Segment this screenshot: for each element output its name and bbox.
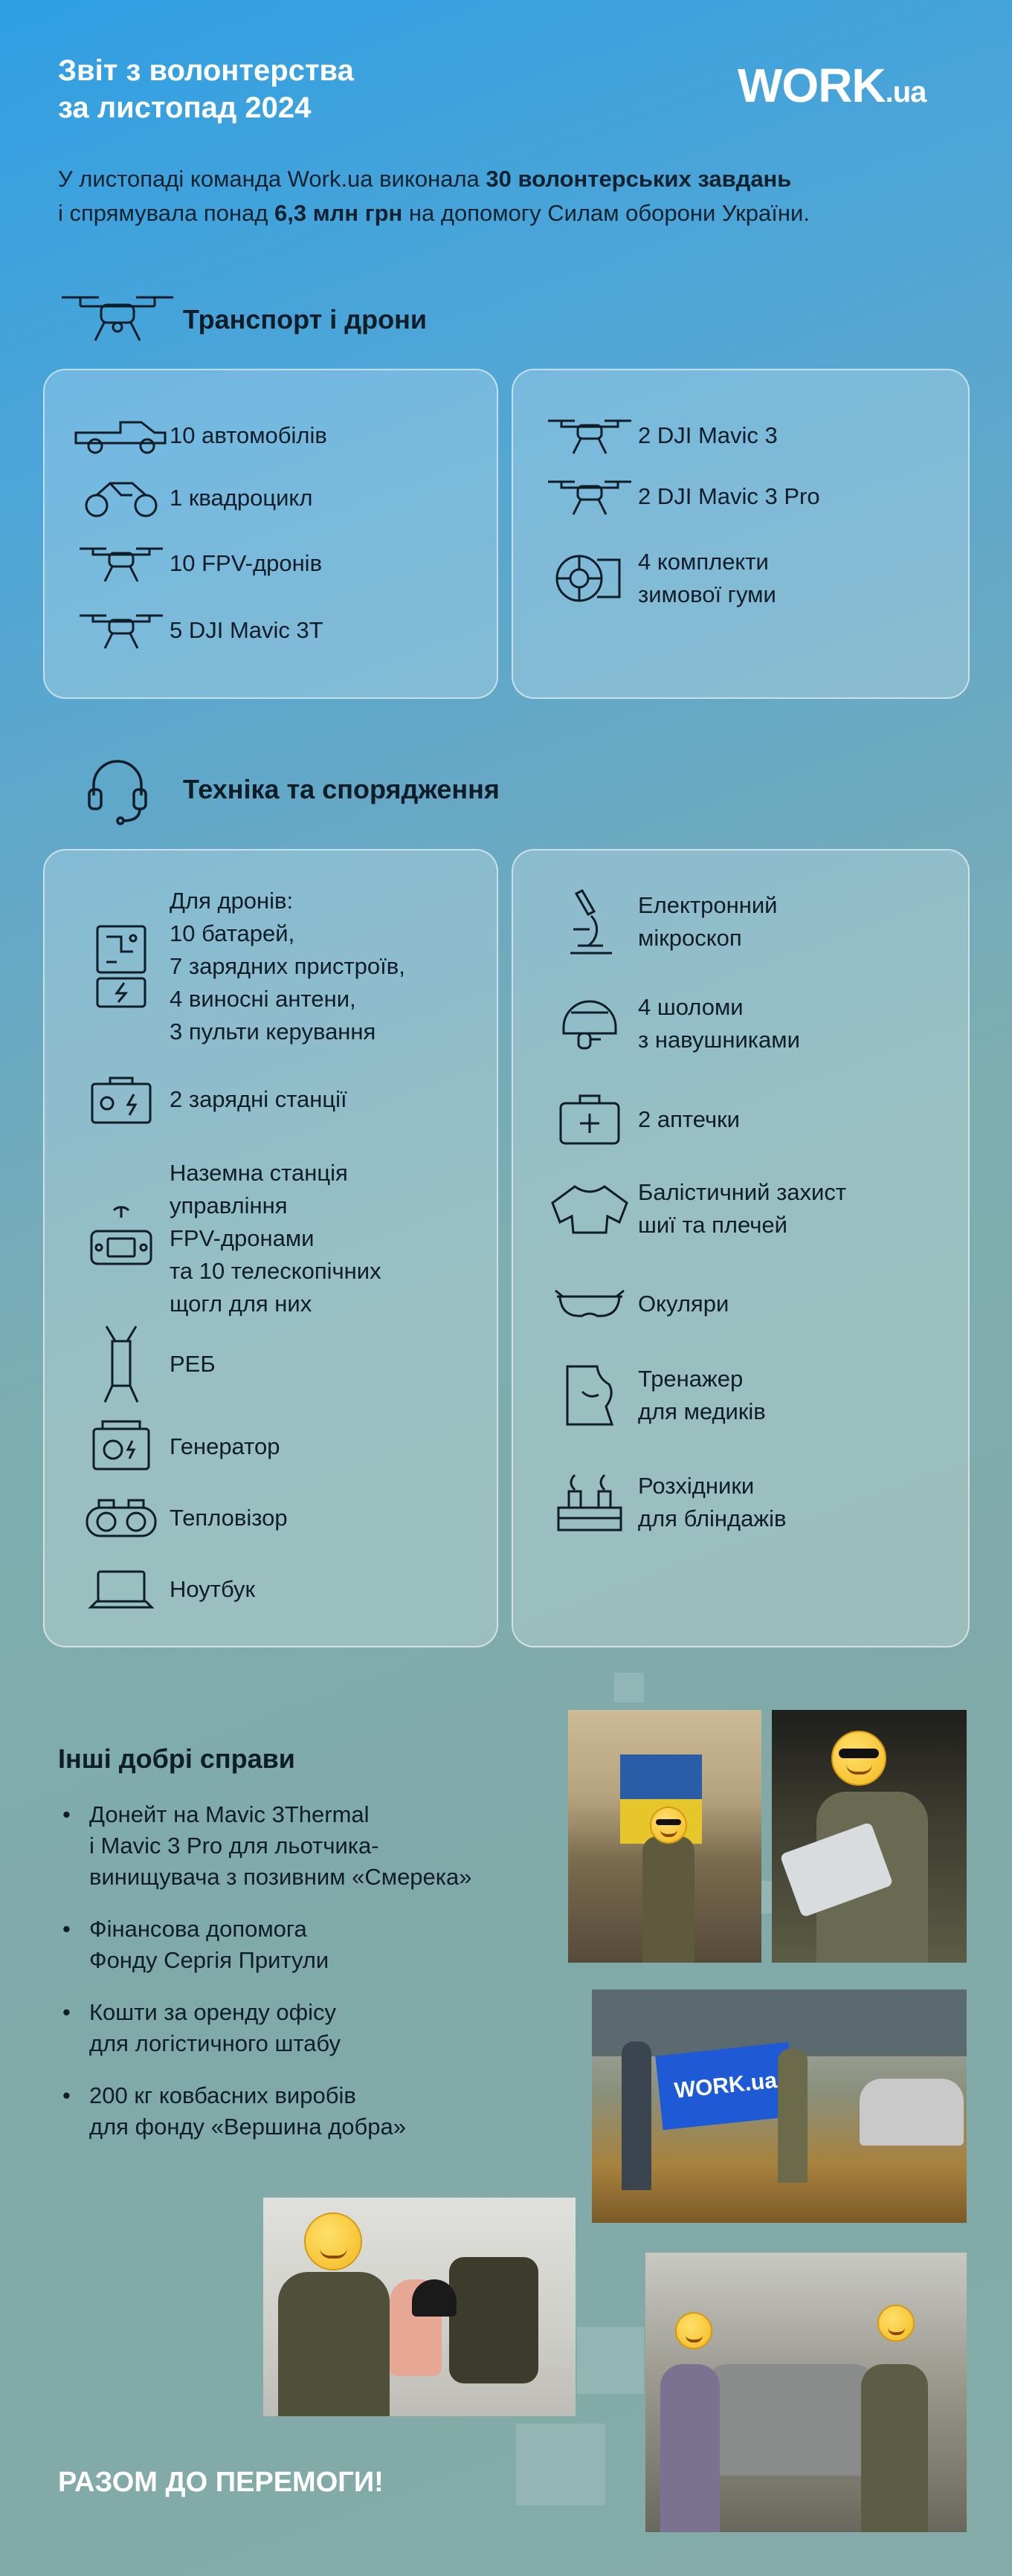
face-emoji — [675, 2312, 712, 2349]
photo-laptop — [772, 1710, 967, 1963]
person-figure — [622, 2041, 651, 2190]
goggles-icon — [541, 1282, 638, 1326]
decor-square — [614, 1673, 644, 1702]
item-label: 2 DJI Mavic 3 Pro — [638, 483, 820, 509]
other-deeds-title: Інші добрі справи — [58, 1743, 295, 1774]
headset-icon — [58, 752, 177, 827]
sunglasses — [839, 1749, 878, 1758]
first-aid-kit-icon — [541, 1091, 638, 1148]
list-item: • Фінансова допомога Фонду Сергія Притули — [58, 1914, 564, 1976]
helmet-icon — [541, 990, 638, 1057]
list-item — [73, 1323, 216, 1405]
banner-text: WORK.ua — [673, 2067, 779, 2104]
item-label: 4 шоломи з навушниками — [638, 994, 800, 1053]
photo-banner — [592, 1989, 967, 2223]
other-deeds-list — [58, 1799, 564, 2163]
work-ua-banner — [655, 2042, 796, 2130]
intro-bold-1: 30 волонтерських завдань — [486, 166, 792, 192]
face-emoji — [650, 1807, 687, 1844]
work-ua-logo — [738, 58, 926, 113]
title-line-2: за листопад 2024 — [58, 91, 312, 124]
list-item — [73, 476, 312, 520]
ground-station-icon — [73, 1201, 170, 1276]
soldier-figure — [642, 1836, 694, 1963]
list-item — [541, 1469, 786, 1536]
intro-bold-2: 6,3 млн грн — [274, 200, 403, 226]
list-item — [73, 1567, 255, 1612]
sunglasses — [656, 1819, 682, 1825]
antenna-icon — [73, 1323, 170, 1405]
intro-part-3: на допомогу Силам оборони України. — [402, 200, 810, 226]
item-label: Ноутбук — [170, 1576, 256, 1602]
list-item — [541, 990, 800, 1057]
atv-icon — [73, 476, 170, 520]
decor-square — [516, 2424, 605, 2505]
item-label: 5 DJI Mavic 3T — [170, 617, 323, 643]
drone-icon — [541, 415, 638, 456]
item-label: 2 аптечки — [638, 1106, 740, 1132]
laptop-icon — [73, 1567, 170, 1612]
medical-mannequin-icon — [541, 1362, 638, 1429]
item-label: Генератор — [170, 1433, 280, 1459]
item-label: 10 автомобілів — [170, 422, 327, 448]
list-item — [541, 1091, 740, 1148]
drone-icon — [73, 610, 170, 651]
photo-office-flag — [568, 1710, 761, 1963]
face-emoji — [831, 1731, 886, 1786]
list-item: • Кошти за оренду офісу для логістичного штабу — [58, 1997, 564, 2059]
body-armor — [449, 2257, 538, 2383]
generator-icon — [73, 1418, 170, 1475]
list-item — [73, 1497, 288, 1539]
list-item — [73, 415, 327, 456]
microscope-icon — [541, 885, 638, 959]
item-label: 1 квадроцикл — [170, 485, 313, 511]
trench-candle-icon — [541, 1469, 638, 1536]
section-transport-title: Транспорт і дрони — [183, 304, 427, 335]
page-title — [58, 52, 519, 126]
intro-text — [58, 162, 965, 230]
list-item — [541, 1176, 846, 1242]
item-label: Наземна станція управління FPV-дронами та 10 телескопічних щогл для них — [170, 1160, 381, 1317]
section-transport-header — [58, 290, 427, 349]
soldier-figure — [278, 2272, 390, 2416]
item-label: Для дронів: 10 батарей, 7 зарядних пристроїв, 4 виносні антени, 3 пульти керування — [170, 888, 405, 1045]
face-emoji — [877, 2305, 915, 2342]
item-label: 2 DJI Mavic 3 — [638, 422, 778, 448]
drone-icon — [541, 476, 638, 517]
person-figure — [660, 2364, 720, 2532]
suv — [705, 2364, 876, 2476]
logo-main: WORK — [738, 59, 886, 112]
item-label: 2 зарядні станції — [170, 1086, 347, 1112]
item-label: Окуляри — [638, 1291, 729, 1317]
tires-icon — [541, 552, 638, 604]
item-label: 10 FPV-дронів — [170, 550, 323, 576]
list-item — [541, 1282, 729, 1326]
list-item — [541, 1362, 766, 1429]
list-item — [541, 885, 777, 959]
soldier-figure — [861, 2364, 928, 2532]
photo-medical-mannequin — [263, 2198, 576, 2416]
list-item — [541, 546, 776, 611]
list-item — [541, 415, 778, 456]
item-label: 4 комплекти зимової гуми — [638, 549, 776, 607]
item-label: Тренажер для медиків — [638, 1366, 766, 1424]
drone-icon — [73, 543, 170, 584]
list-item — [73, 885, 405, 1048]
list-item — [73, 610, 323, 651]
list-item — [73, 1418, 280, 1475]
item-label: Розхідники для бліндажів — [638, 1473, 787, 1531]
list-item: • 200 кг ковбасних виробів для фонду «Вершина добра» — [58, 2080, 564, 2143]
section-equipment-header — [58, 752, 500, 827]
list-item — [73, 1157, 381, 1320]
drone-icon — [58, 290, 177, 349]
charging-station-icon — [73, 1074, 170, 1126]
car — [860, 2079, 964, 2146]
title-line-1: Звіт з волонтерства — [58, 54, 354, 87]
item-label: Балістичний захист шиї та плечей — [638, 1179, 847, 1238]
section-equipment-title: Техніка та спорядження — [183, 774, 500, 804]
battery-board-icon — [73, 922, 170, 1011]
soldier-figure — [778, 2049, 808, 2183]
decor-square — [577, 2327, 644, 2394]
intro-part-2: і спрямувала понад — [58, 200, 275, 226]
item-label: Електронний мікроскоп — [638, 892, 778, 951]
list-item: • Донейт на Mavic 3Thermal і Mavic 3 Pro для льотчика- винищувача з позивним «Смерека» — [58, 1799, 564, 1893]
item-label: Тепловізор — [170, 1505, 288, 1531]
list-item — [73, 1074, 347, 1126]
list-item — [73, 543, 322, 584]
slogan: РАЗОМ ДО ПЕРЕМОГИ! — [58, 2467, 384, 2498]
pickup-truck-icon — [73, 415, 170, 456]
intro-part-1: У листопаді команда Work.ua виконала — [58, 166, 486, 192]
photo-suv — [645, 2253, 967, 2532]
list-item — [541, 476, 820, 517]
face-emoji — [304, 2212, 362, 2270]
body-armor-icon — [541, 1181, 638, 1237]
thermal-imager-icon — [73, 1497, 170, 1539]
logo-suffix: .ua — [885, 76, 926, 109]
item-label: РЕБ — [170, 1351, 216, 1377]
